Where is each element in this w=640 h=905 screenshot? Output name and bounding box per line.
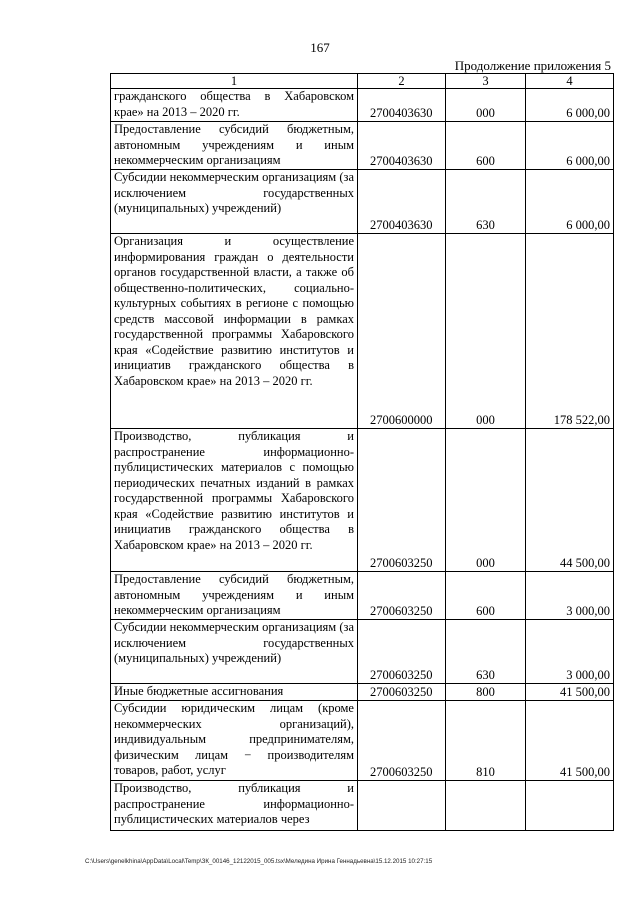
row-type-cell: 800 — [446, 684, 526, 701]
row-amount-cell: 41 500,00 — [526, 684, 614, 701]
row-amount-cell: 3 000,00 — [526, 572, 614, 620]
row-amount-cell: 44 500,00 — [526, 429, 614, 572]
row-amount-cell — [526, 781, 614, 831]
row-code-cell: 2700603250 — [358, 572, 446, 620]
row-name-cell: Субсидии юридическим лицам (кроме некоммерческих организаций), индивидуальным предпринимателям, физическим лицам − производителям товаров, работ, услуг — [111, 701, 358, 781]
row-type-cell: 000 — [446, 89, 526, 122]
header-col-4: 4 — [526, 74, 614, 89]
row-code-cell: 2700603250 — [358, 429, 446, 572]
table-header-row — [111, 74, 614, 89]
row-name-cell: гражданского общества в Хабаровском крае» на 2013 – 2020 гг. — [111, 89, 358, 122]
row-amount-cell: 6 000,00 — [526, 89, 614, 122]
row-amount-cell: 6 000,00 — [526, 122, 614, 170]
header-col-2: 2 — [358, 74, 446, 89]
row-type-cell: 630 — [446, 620, 526, 684]
row-code-cell: 2700600000 — [358, 234, 446, 429]
budget-table — [110, 73, 614, 831]
table-row — [111, 781, 614, 831]
table-row — [111, 429, 614, 572]
row-amount-cell: 41 500,00 — [526, 701, 614, 781]
table-row — [111, 122, 614, 170]
row-name-cell: Производство, публикация и распространение информационно-публицистических материалов с помощью периодических печатных изданий в рамках государственной программы Хабаровского края «Содействие развитию институтов и инициатив гражданского общества в Хабаровском крае» на 2013 – 2020 гг. — [111, 429, 358, 572]
row-name-cell: Организация и осуществление информирования граждан о деятельности органов государственной власти, а также об общественно-политических, социально-культурных событиях в регионе с помощью средств массовой информации в рамках государственной программы Хабаровского края «Содействие развитию институтов и инициатив гражданского общества в Хабаровском крае» на 2013 – 2020 гг. — [111, 234, 358, 429]
row-name-cell: Иные бюджетные ассигнования — [111, 684, 358, 701]
table-row — [111, 684, 614, 701]
row-amount-cell: 6 000,00 — [526, 170, 614, 234]
table-row — [111, 701, 614, 781]
file-path-footer: C:\Users\genelkhina\AppData\Local\Temp\ЗК_00146_12122015_005.tsx\Меледина Ирина Геннадьевна\15.12.2015 10:27:15 — [85, 858, 433, 865]
row-code-cell: 2700403630 — [358, 170, 446, 234]
table-row — [111, 89, 614, 122]
header-col-3: 3 — [446, 74, 526, 89]
row-code-cell: 2700603250 — [358, 701, 446, 781]
row-name-cell: Субсидии некоммерческим организациям (за исключением государственных (муниципальных) учреждений) — [111, 170, 358, 234]
row-type-cell — [446, 781, 526, 831]
row-code-cell — [358, 781, 446, 831]
row-type-cell: 810 — [446, 701, 526, 781]
row-code-cell: 2700403630 — [358, 122, 446, 170]
row-amount-cell: 178 522,00 — [526, 234, 614, 429]
row-name-cell: Предоставление субсидий бюджетным, автономным учреждениям и иным некоммерческим организациям — [111, 122, 358, 170]
row-amount-cell: 3 000,00 — [526, 620, 614, 684]
table-row — [111, 620, 614, 684]
row-name-cell: Субсидии некоммерческим организациям (за исключением государственных (муниципальных) учреждений) — [111, 620, 358, 684]
row-type-cell: 000 — [446, 234, 526, 429]
row-type-cell: 600 — [446, 122, 526, 170]
table-row — [111, 234, 614, 429]
row-name-cell: Предоставление субсидий бюджетным, автономным учреждениям и иным некоммерческим организациям — [111, 572, 358, 620]
row-code-cell: 2700603250 — [358, 684, 446, 701]
table-row — [111, 572, 614, 620]
table-row — [111, 170, 614, 234]
continuation-label: Продолжение приложения 5 — [454, 58, 611, 73]
row-type-cell: 600 — [446, 572, 526, 620]
row-type-cell: 630 — [446, 170, 526, 234]
row-code-cell: 2700603250 — [358, 620, 446, 684]
page-number: 167 — [310, 40, 330, 55]
row-code-cell: 2700403630 — [358, 89, 446, 122]
row-type-cell: 000 — [446, 429, 526, 572]
header-col-1: 1 — [111, 74, 358, 89]
row-name-cell: Производство, публикация и распространение информационно-публицистических материалов через — [111, 781, 358, 831]
